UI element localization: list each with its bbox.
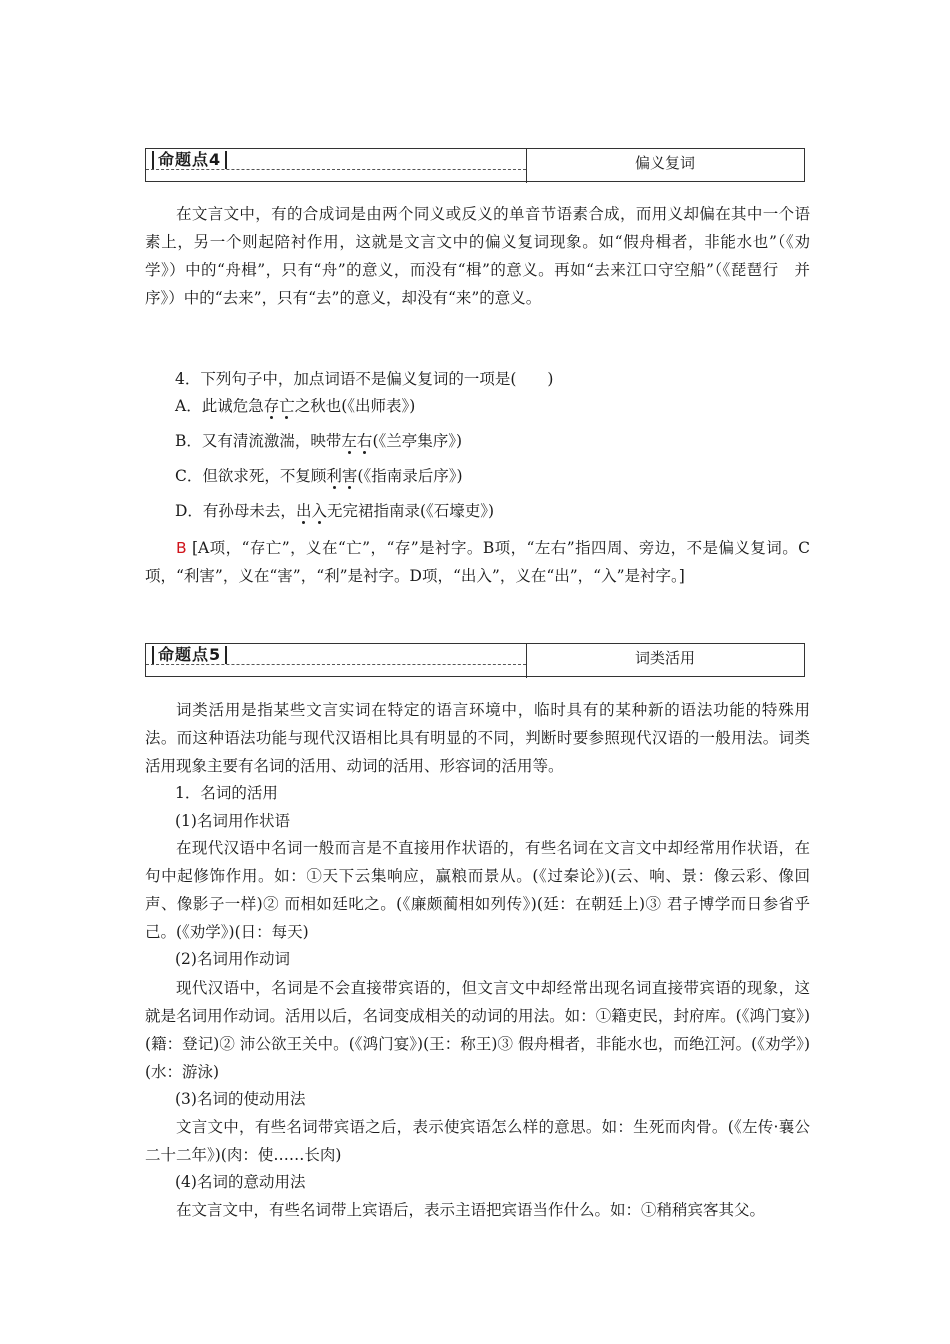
paragraph: 在文言文中，有些名词带上宾语后，表示主语把宾语当作什么。如：①稍稍宾客其父。 [176,1201,766,1219]
paragraph: 在现代汉语中名词一般而言是不直接用作状语的，有些名词在文言文中却经常用作状语，在句中起修饰作用。如：①天下云集响应，赢粮而景从。(《过秦论》)(云、响、景：像云彩、像回声、像影子一样)② 而相如廷叱之。(《廉颇蔺相如列传》)(廷：在朝廷上)③ 君子博学而日参省乎己。(《劝学》)(日：每天) [145,839,810,941]
answer-letter: B [176,539,187,557]
option-text: 无完裙指南录(《石壕吏》) [326,502,495,520]
question-stem: 4．下列句子中，加点词语不是偏义复词的一项是( ) [175,370,554,388]
option-c [175,463,463,489]
dotted-char: 利 [326,467,342,485]
answer-text: [A项，“存亡”，义在“亡”，“存”是衬字。B项，“左右”指四周、旁边，不是偏义复词。C项，“利害”，义在“害”，“利”是衬字。D项，“出入”，义在“出”，“入”是衬字。] [145,539,810,585]
option-text: D．有孙母未去， [175,502,296,520]
dotted-char: 存 [263,397,280,415]
section-tag: 命题点4 [152,151,227,169]
subheading: (3)名词的使动用法 [175,1090,306,1108]
option-text: (《兰亭集序》) [372,432,463,450]
paragraph: 文言文中，有些名词带宾语之后，表示使宾语怎么样的意思。如：生死而肉骨。(《左传·襄公二十二年》)(肉：使……长肉) [145,1118,810,1164]
dotted-char: 亡 [279,397,295,415]
dotted-char: 出 [295,502,312,520]
dotted-char: 左 [341,432,357,450]
paragraph: 现代汉语中，名词是不会直接带宾语的，但文言文中却经常出现名词直接带宾语的现象，这就是名词用作动词。活用以后，名词变成相关的动词的用法。如：①籍吏民，封府库。(《鸿门宴》)(籍：登记)② 沛公欲王关中。(《鸿门宴》)(王：称王)③ 假舟楫者，非能水也，而绝江河。(《劝学》)(水：游泳) [145,979,810,1081]
option-b [175,428,462,454]
subheading: (2)名词用作动词 [175,950,290,968]
dotted-char: 入 [311,502,327,520]
option-a [175,393,415,419]
dashed-divider [146,169,526,170]
section-intro: 词类活用是指某些文言实词在特定的语言环境中，临时具有的某种新的语法功能的特殊用法。而这种语法功能与现代汉语相比具有明显的不同，判断时要参照现代汉语的一般用法。词类活用现象主要有名词的活用、动词的活用、形容词的活用等。 [145,701,810,775]
section-header-5 [145,643,805,677]
section-title: 偏义复词 [634,154,695,172]
subheading: 1．名词的活用 [175,784,278,802]
dotted-char: 右 [356,432,373,450]
option-d [175,498,494,524]
option-text: A．此诚危急 [175,397,264,415]
section-title: 词类活用 [634,649,695,667]
option-text: (《指南录后序》) [357,467,463,485]
option-text: 之秋也(《出师表》) [294,397,416,415]
section-tag: 命题点5 [152,646,227,664]
answer-explanation [145,534,810,590]
section-header-4 [145,148,805,182]
subheading: (1)名词用作状语 [175,812,290,830]
subheading: (4)名词的意动用法 [175,1173,306,1191]
option-text: B．又有清流激湍，映带 [175,432,342,450]
option-text: C．但欲求死，不复顾 [175,467,327,485]
section-intro: 在文言文中，有的合成词是由两个同义或反义的单音节语素合成，而用义却偏在其中一个语素上，另一个则起陪衬作用，这就是文言文中的偏义复词现象。如“假舟楫者，非能水也”（《劝学》）中的“舟楫”，只有“舟”的意义，而没有“楫”的意义。再如“去来江口守空船”（《琵琶行 并序》）中的“去来”，只有“去”的意义，却没有“来”的意义。 [145,205,810,307]
dotted-char: 害 [341,467,358,485]
dashed-divider [146,664,526,665]
